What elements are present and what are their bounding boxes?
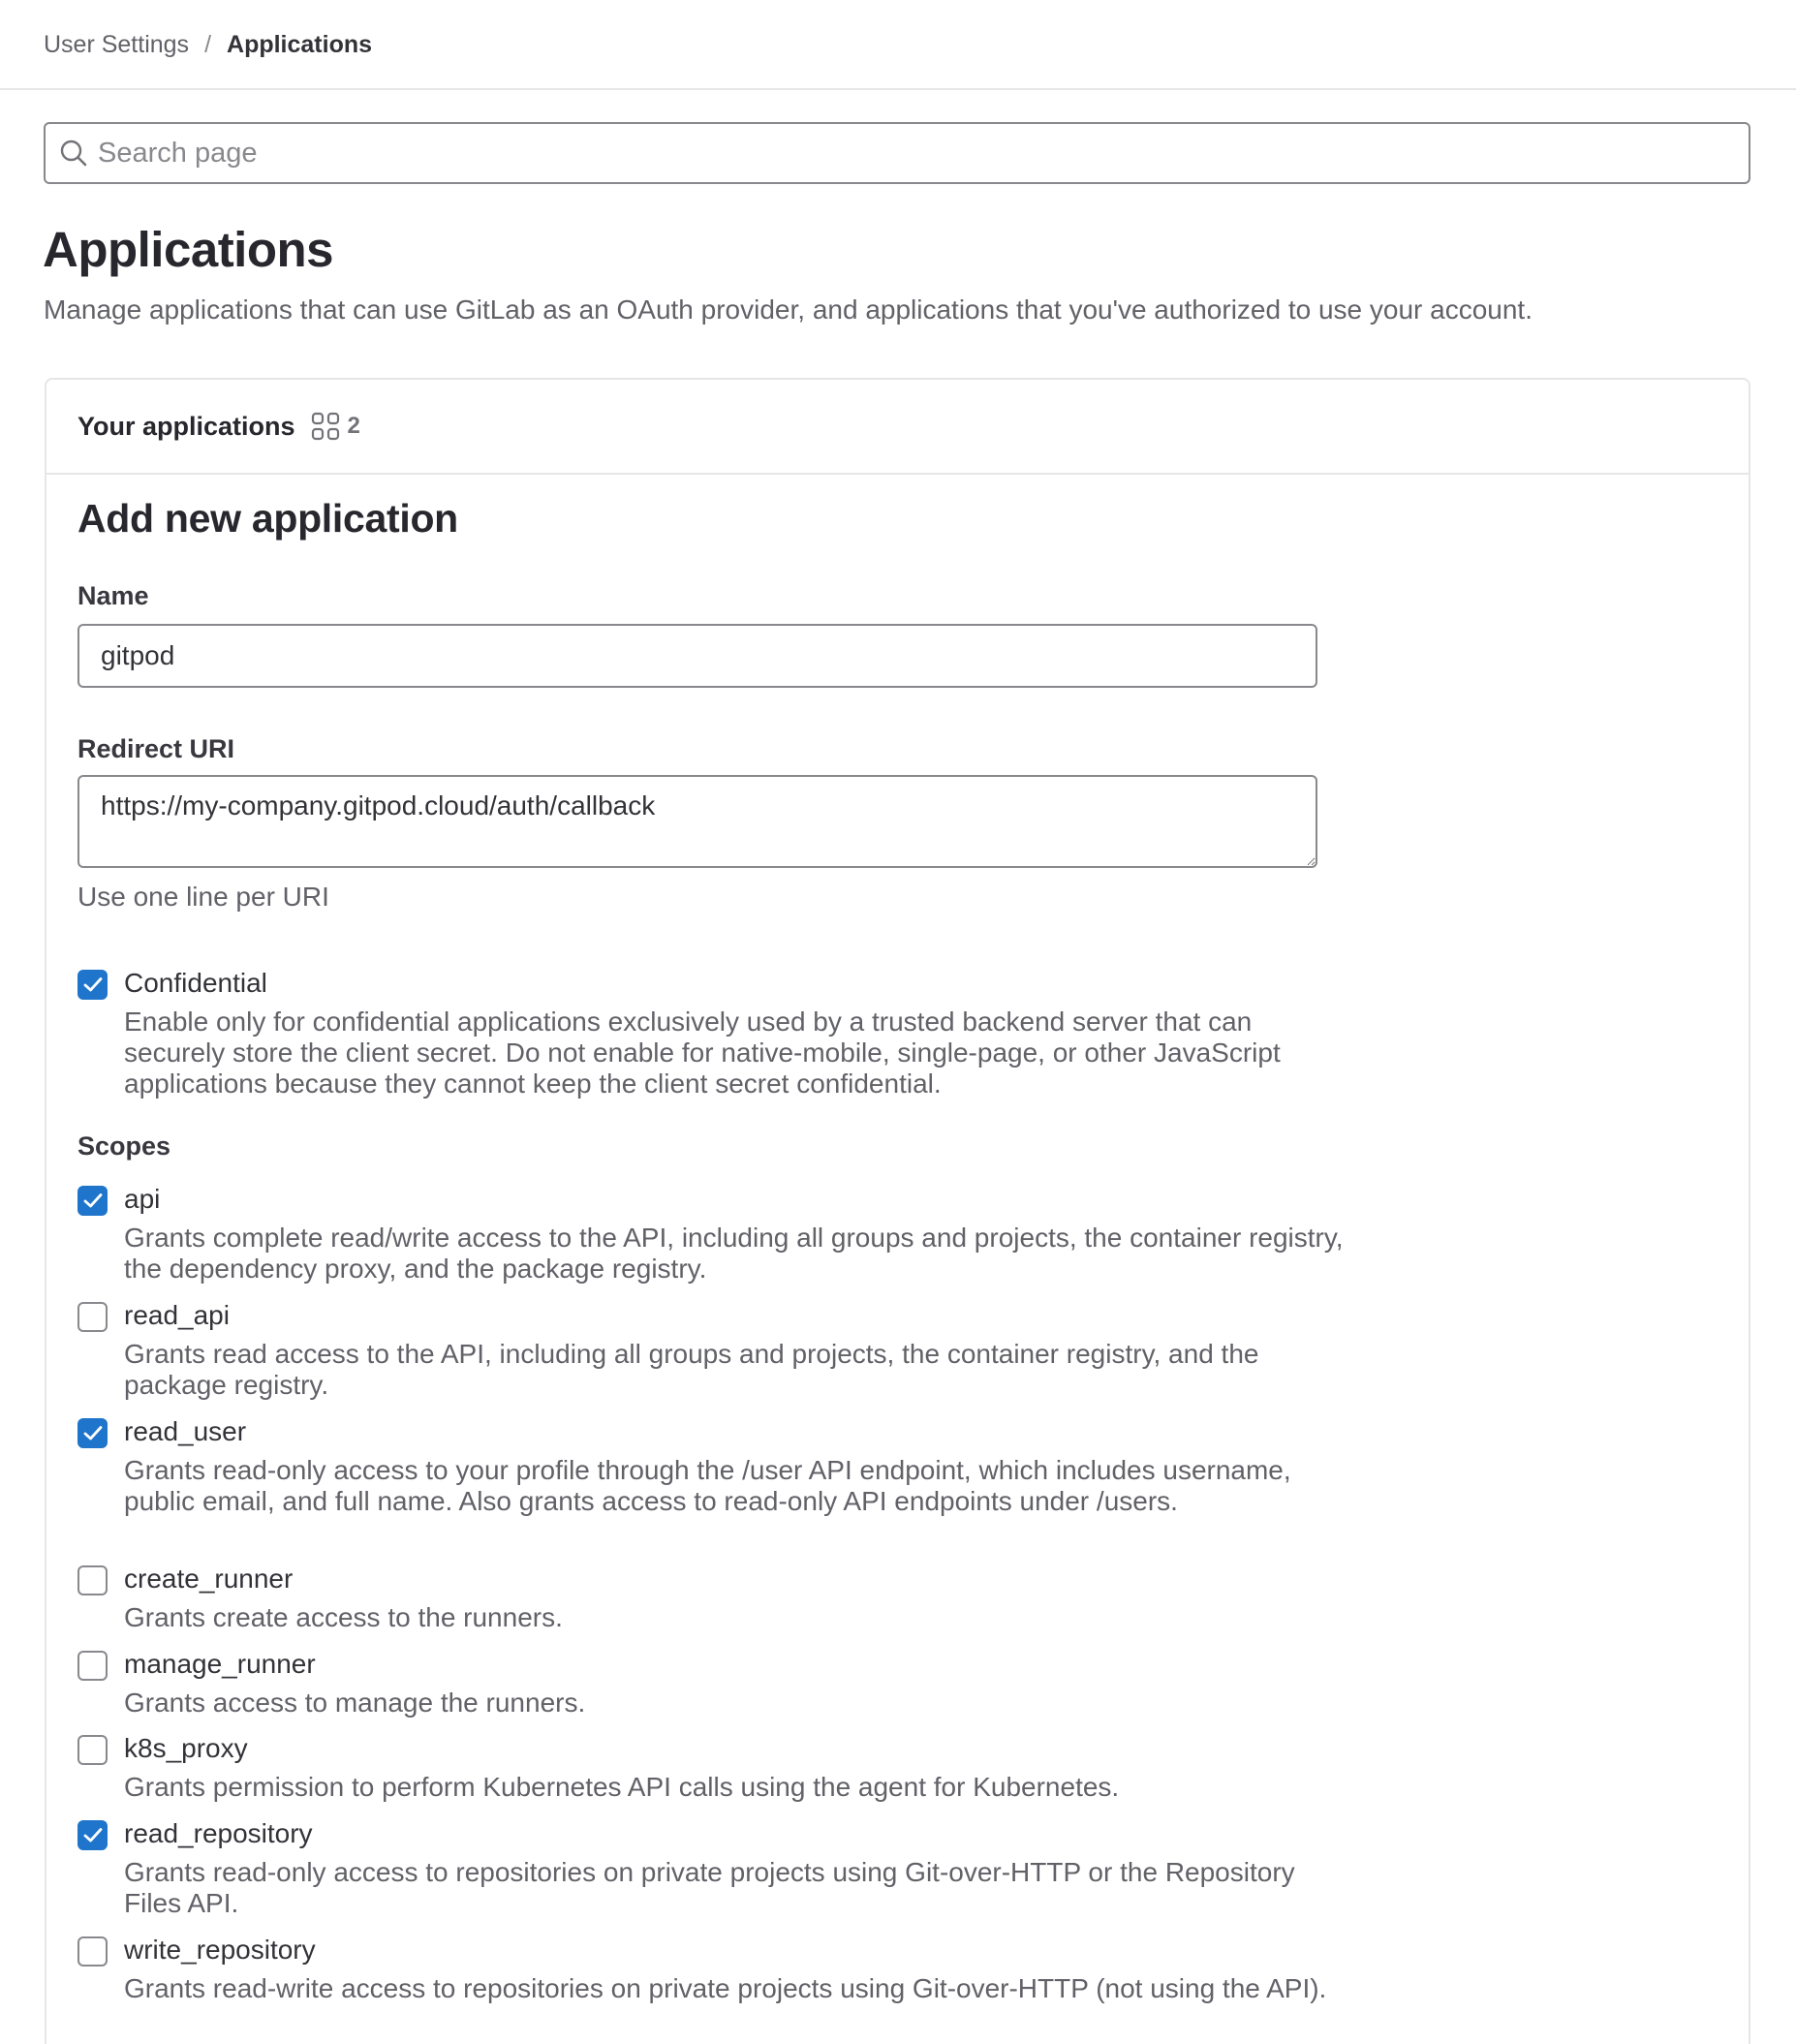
scope-description: Grants permission to perform Kubernetes API calls using the agent for Kubernetes. — [124, 1772, 1120, 1802]
add-application-form — [77, 496, 1344, 2003]
breadcrumb-user-settings[interactable]: User Settings — [44, 30, 190, 58]
scope-name: write_repository — [124, 1935, 316, 1965]
redirect-uri-help: Use one line per URI — [77, 882, 329, 912]
form-heading: Add new application — [77, 496, 458, 541]
scope-name: create_runner — [124, 1564, 294, 1594]
breadcrumb-separator: / — [204, 30, 212, 58]
scope-description: Grants access to manage the runners. — [124, 1688, 586, 1718]
search-icon — [59, 139, 88, 168]
your-applications-card — [45, 378, 1750, 2044]
scope-checkbox[interactable] — [77, 1936, 108, 1967]
confidential-label: Confidential — [124, 968, 267, 998]
scope-description: Grants create access to the runners. — [124, 1602, 563, 1632]
page-title: Applications — [43, 222, 334, 277]
scope-description: Grants read-write access to repositories on private projects using Git-over-HTTP (not using the API). — [124, 1973, 1327, 2003]
name-input[interactable] — [77, 624, 1317, 688]
confidential-description: Enable only for confidential applications exclusively used by a trusted backend server that can securely store the client secret. Do not enable for native-mobile, single-page, or other JavaScript applications because they cannot keep the client secret confidential. — [124, 1007, 1281, 1099]
name-label: Name — [77, 581, 149, 610]
search-box[interactable] — [44, 122, 1750, 184]
scope-name: k8s_proxy — [124, 1733, 248, 1763]
card-header — [46, 380, 1749, 475]
scope-description: Grants complete read/write access to the API, including all groups and projects, the container registry, the dependency proxy, and the package registry. — [124, 1223, 1344, 1284]
scope-name: manage_runner — [124, 1649, 316, 1679]
scope-name: read_user — [124, 1416, 247, 1446]
scope-name: read_api — [124, 1300, 230, 1330]
redirect-uri-textarea[interactable] — [77, 775, 1317, 868]
checkmark-icon — [83, 1827, 103, 1843]
page-description: Manage applications that can use GitLab as an OAuth provider, and applications that you've authorized to use your account. — [44, 294, 1533, 325]
scope-checkbox[interactable] — [77, 1565, 108, 1595]
scope-description: Grants read-only access to repositories on private projects using Git-over-HTTP or the Repository Files API. — [124, 1857, 1295, 1918]
scopes-heading: Scopes — [77, 1131, 171, 1161]
scope-description: Grants read access to the API, including all groups and projects, the container registry, and the package registry. — [124, 1339, 1259, 1400]
breadcrumb-applications[interactable]: Applications — [227, 30, 373, 58]
scope-checkbox[interactable] — [77, 1302, 108, 1332]
checkmark-icon — [83, 976, 103, 993]
applications-count: 2 — [347, 413, 360, 439]
scope-checkbox[interactable] — [77, 1735, 108, 1765]
applications-icon — [311, 412, 340, 441]
breadcrumb — [44, 27, 372, 62]
scope-checkbox[interactable] — [77, 1820, 108, 1850]
scope-description: Grants read-only access to your profile through the /user API endpoint, which includes username, public email, and full name. Also grants access to read-only API endpoints under /users. — [124, 1455, 1291, 1516]
checkmark-icon — [83, 1192, 103, 1209]
scope-name: read_repository — [124, 1818, 313, 1848]
header-divider — [0, 88, 1796, 90]
checkmark-icon — [83, 1425, 103, 1441]
scope-checkbox[interactable] — [77, 1651, 108, 1681]
search-input[interactable] — [98, 138, 1749, 170]
card-title: Your applications — [77, 411, 295, 441]
scope-checkbox[interactable] — [77, 1186, 108, 1216]
scope-name: api — [124, 1184, 161, 1214]
confidential-checkbox[interactable] — [77, 970, 108, 1000]
scope-checkbox[interactable] — [77, 1418, 108, 1448]
redirect-uri-label: Redirect URI — [77, 734, 235, 763]
